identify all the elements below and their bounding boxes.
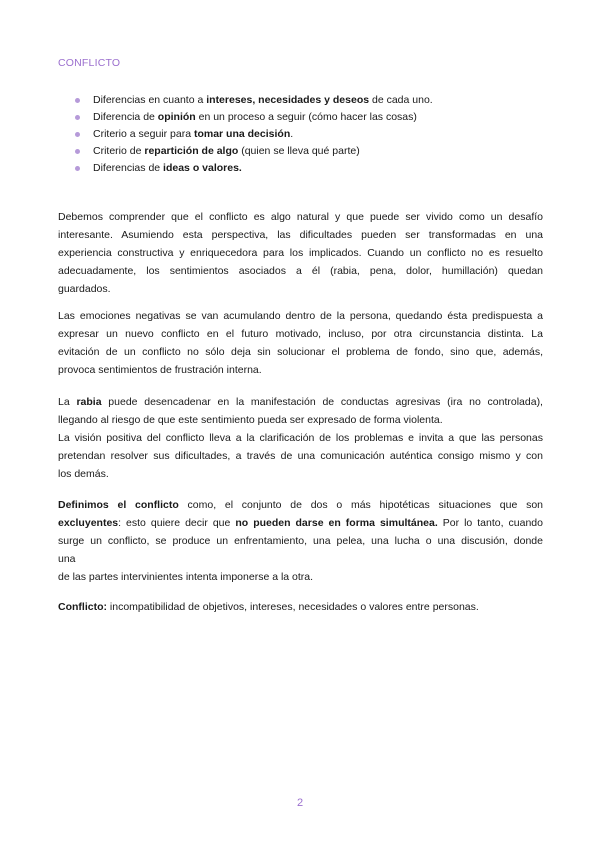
paragraph-definition: Definimos el conflicto como, el conjunto de dos o más hipotéticas situaciones que son excluyentes: esto quiere decir que no pueden darse en forma simultánea. Por lo tanto, cuando surge un conflicto, se produce un enfrentamiento, una pelea, una lucha o una discusión, donde una de las partes intervinientes intenta imponerse a la otra.	[58, 499, 543, 583]
list-item: Criterio a seguir para tomar una decisión.	[75, 126, 433, 143]
bullet-icon	[75, 98, 80, 103]
paragraph-natural-conflict: Debemos comprender que el conflicto es algo natural y que puede ser vivido como un desafío interesante. Asumiendo esta perspectiva, las dificultades pueden ser transformadas en una experiencia constructiva y enriquecedora para los implicados. Cuando un conflicto no es resuelto adecuadamente, los sentimientos asociados a él (rabia, pena, dolor, humillación) quedan guardados.	[58, 211, 543, 295]
bullet-list	[75, 92, 433, 177]
conflict-definition: Conflicto: incompatibilidad de objetivos, intereses, necesidades o valores entre personas.	[58, 601, 479, 613]
list-item: Diferencias en cuanto a intereses, necesidades y deseos de cada uno.	[75, 92, 433, 109]
page-number: 2	[296, 797, 304, 809]
bullet-icon	[75, 132, 80, 137]
paragraph-rabia: La rabia puede desencadenar en la manifestación de conductas agresivas (ira no controlada), llegando al riesgo de que este sentimiento pueda ser expresado de forma violenta. La visión positiva del conflicto lleva a la clarificación de los problemas e invita a que las personas pretendan resolver sus dificultades, a través de una comunicación auténtica consigo mismo y con los demás.	[58, 396, 543, 480]
section-heading: CONFLICTO	[58, 57, 121, 69]
bullet-icon	[75, 149, 80, 154]
paragraph-negative-emotions: Las emociones negativas se van acumulando dentro de la persona, quedando ésta predispuesta a expresar un nuevo conflicto en el futuro motivado, incluso, por otra circunstancia distinta. La evitación de un conflicto no sólo deja sin solucionar el problema de fondo, sino que, además, provoca sentimientos de frustración interna.	[58, 310, 543, 376]
list-item: Diferencias de ideas o valores.	[75, 160, 433, 177]
bullet-icon	[75, 166, 80, 171]
bullet-icon	[75, 115, 80, 120]
list-item: Criterio de repartición de algo (quien se lleva qué parte)	[75, 143, 433, 160]
list-item: Diferencia de opinión en un proceso a seguir (cómo hacer las cosas)	[75, 109, 433, 126]
